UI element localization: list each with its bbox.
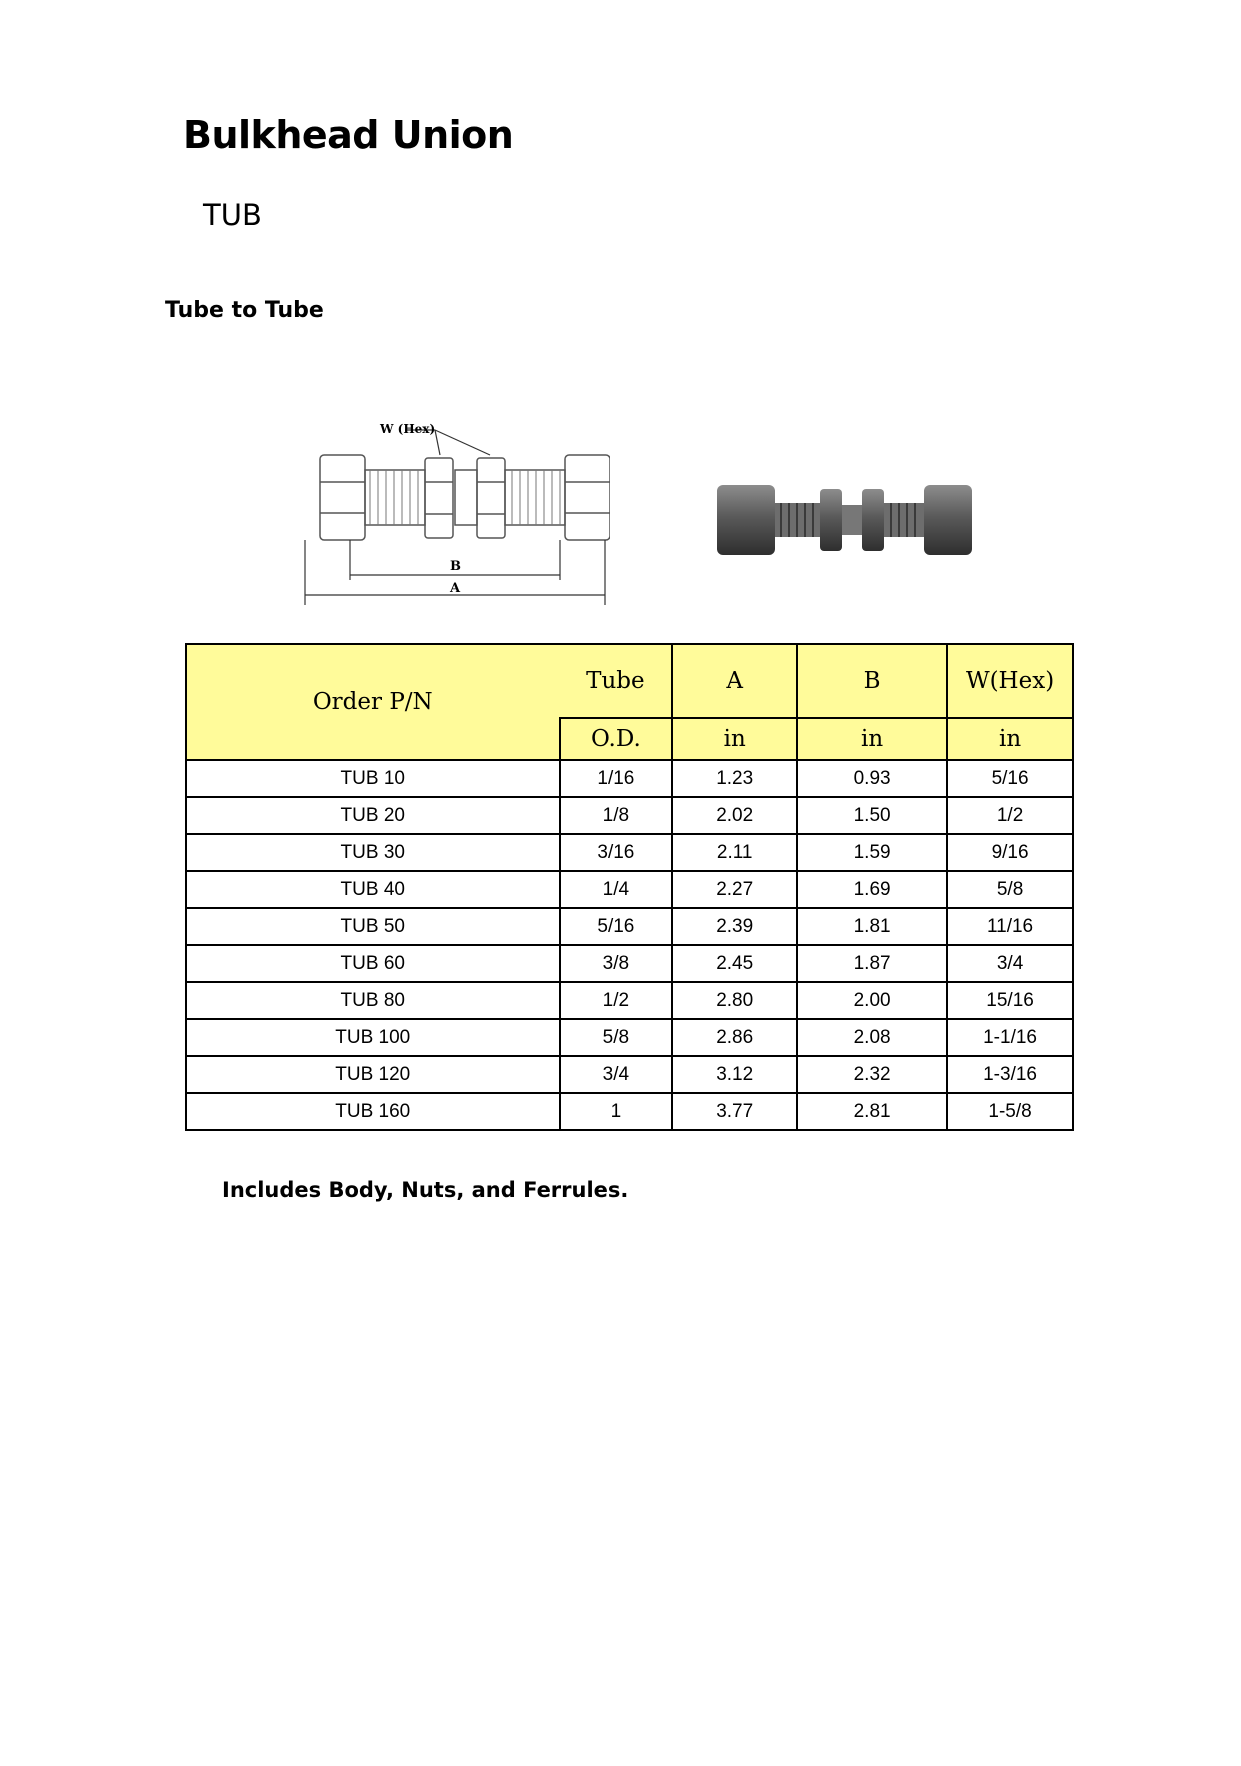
header-w: W(Hex) (947, 644, 1073, 718)
right-nut-outline (565, 455, 610, 540)
label-b: B (450, 559, 461, 574)
model-code: TUB (203, 198, 262, 232)
cell-a: 2.45 (672, 945, 797, 982)
cell-a: 2.11 (672, 834, 797, 871)
cell-a: 2.86 (672, 1019, 797, 1056)
center-hex-right (477, 458, 505, 538)
center-hex-left (425, 458, 453, 538)
label-a: A (450, 581, 461, 596)
cell-part-number: TUB 160 (186, 1093, 560, 1130)
cell-w-hex: 5/16 (947, 760, 1073, 797)
header-order-pn: Order P/N (186, 644, 560, 760)
cell-tube-od: 1/4 (560, 871, 673, 908)
footer-note: Includes Body, Nuts, and Ferrules. (222, 1178, 629, 1202)
left-nut-outline (320, 455, 365, 540)
product-photo (715, 475, 975, 565)
table-row (186, 982, 1073, 1019)
cell-b: 1.50 (797, 797, 947, 834)
cell-tube-od: 1 (560, 1093, 673, 1130)
cell-a: 1.23 (672, 760, 797, 797)
cell-a: 2.80 (672, 982, 797, 1019)
cell-w-hex: 5/8 (947, 871, 1073, 908)
cell-tube-od: 3/8 (560, 945, 673, 982)
header-tube: Tube (560, 644, 673, 718)
table-row (186, 834, 1073, 871)
cell-b: 0.93 (797, 760, 947, 797)
header-tube-od: O.D. (560, 718, 673, 760)
cell-part-number: TUB 50 (186, 908, 560, 945)
cell-w-hex: 1-1/16 (947, 1019, 1073, 1056)
header-b-unit: in (797, 718, 947, 760)
table-row (186, 1019, 1073, 1056)
cell-a: 3.77 (672, 1093, 797, 1130)
cell-w-hex: 15/16 (947, 982, 1073, 1019)
cell-a: 2.39 (672, 908, 797, 945)
header-a: A (672, 644, 797, 718)
cell-a: 2.27 (672, 871, 797, 908)
cell-b: 2.00 (797, 982, 947, 1019)
cell-b: 2.81 (797, 1093, 947, 1130)
header-w-unit: in (947, 718, 1073, 760)
cell-b: 1.81 (797, 908, 947, 945)
label-w: W (Hex) (380, 422, 436, 436)
cell-part-number: TUB 20 (186, 797, 560, 834)
cell-tube-od: 1/16 (560, 760, 673, 797)
cell-b: 1.69 (797, 871, 947, 908)
cell-tube-od: 3/16 (560, 834, 673, 871)
cell-w-hex: 1-3/16 (947, 1056, 1073, 1093)
cell-w-hex: 11/16 (947, 908, 1073, 945)
cell-tube-od: 1/8 (560, 797, 673, 834)
cell-a: 3.12 (672, 1056, 797, 1093)
cell-part-number: TUB 120 (186, 1056, 560, 1093)
header-a-unit: in (672, 718, 797, 760)
table-row (186, 797, 1073, 834)
page-title: Bulkhead Union (183, 113, 514, 157)
cell-tube-od: 5/8 (560, 1019, 673, 1056)
cell-tube-od: 3/4 (560, 1056, 673, 1093)
cell-a: 2.02 (672, 797, 797, 834)
dimension-table (185, 643, 1074, 1131)
cell-tube-od: 1/2 (560, 982, 673, 1019)
cell-w-hex: 1/2 (947, 797, 1073, 834)
cell-tube-od: 5/16 (560, 908, 673, 945)
cell-w-hex: 9/16 (947, 834, 1073, 871)
cell-part-number: TUB 100 (186, 1019, 560, 1056)
cell-b: 2.32 (797, 1056, 947, 1093)
cell-b: 2.08 (797, 1019, 947, 1056)
header-b: B (797, 644, 947, 718)
cell-part-number: TUB 80 (186, 982, 560, 1019)
cell-part-number: TUB 40 (186, 871, 560, 908)
table-row (186, 1093, 1073, 1130)
dimension-diagram (300, 410, 610, 610)
cell-w-hex: 3/4 (947, 945, 1073, 982)
table-row (186, 1056, 1073, 1093)
table-row (186, 760, 1073, 797)
cell-b: 1.59 (797, 834, 947, 871)
cell-part-number: TUB 10 (186, 760, 560, 797)
table-row (186, 945, 1073, 982)
cell-part-number: TUB 30 (186, 834, 560, 871)
cell-b: 1.87 (797, 945, 947, 982)
section-subtitle: Tube to Tube (165, 298, 324, 323)
cell-w-hex: 1-5/8 (947, 1093, 1073, 1130)
cell-part-number: TUB 60 (186, 945, 560, 982)
table-row (186, 908, 1073, 945)
table-row (186, 871, 1073, 908)
